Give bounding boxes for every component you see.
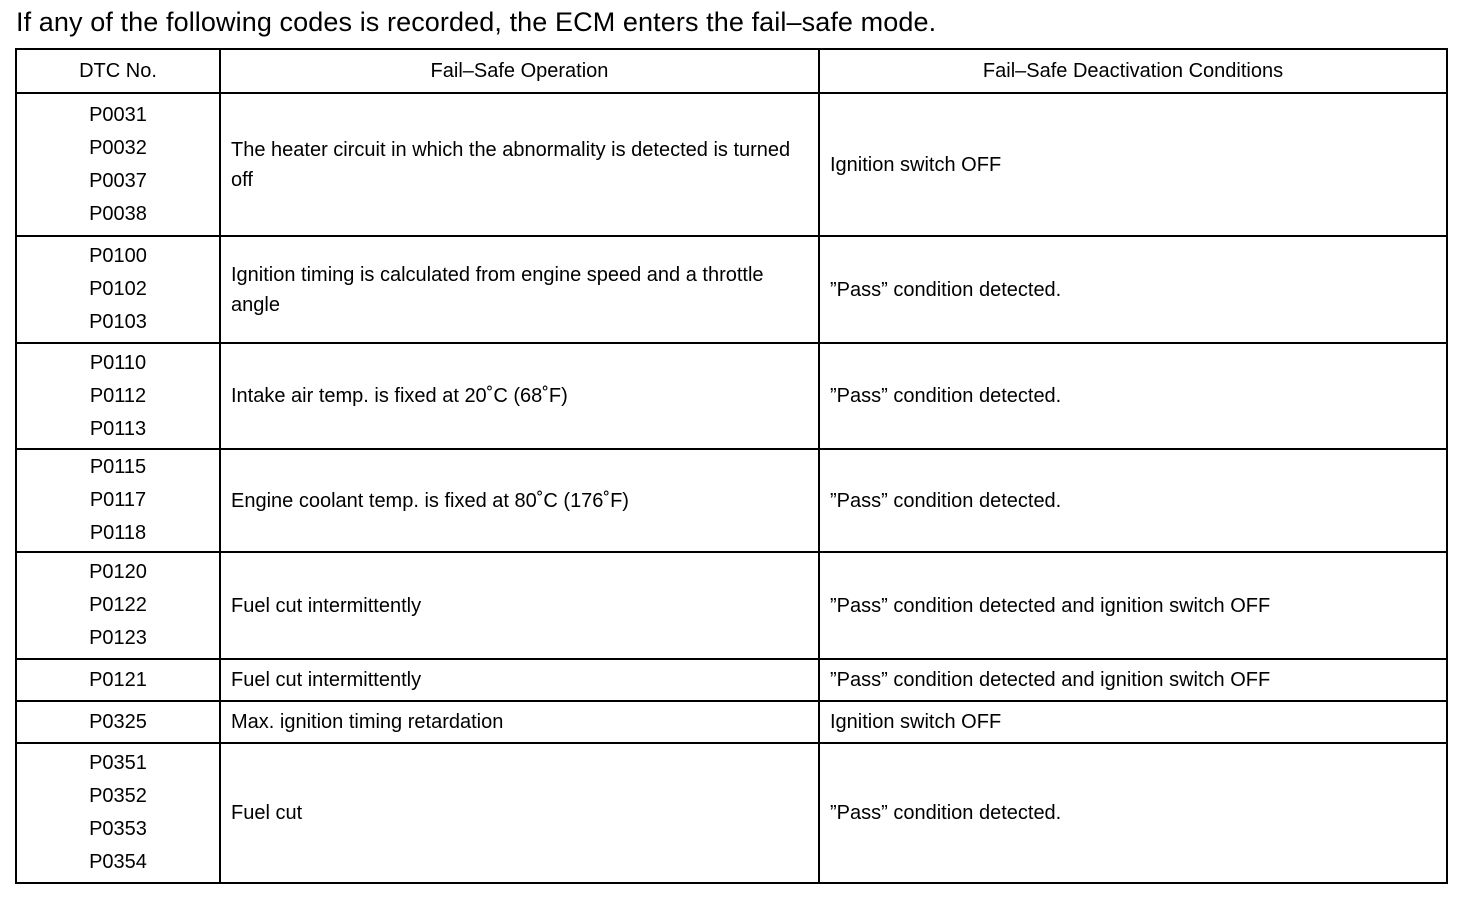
dtc-code: P0100 xyxy=(89,245,147,267)
dtc-codes-cell xyxy=(16,343,220,449)
header-dtc-no: DTC No. xyxy=(16,49,220,93)
dtc-codes-cell xyxy=(16,449,220,552)
dtc-codes-cell xyxy=(16,701,220,743)
dtc-code: P0353 xyxy=(89,818,147,840)
dtc-code: P0038 xyxy=(89,202,147,225)
dtc-code: P0110 xyxy=(89,351,147,374)
dtc-codes-cell xyxy=(16,93,220,236)
table-row xyxy=(16,236,1447,343)
dtc-code: P0102 xyxy=(89,278,147,300)
dtc-codes-cell xyxy=(16,236,220,343)
deactivation-condition-cell: ”Pass” condition detected and ignition switch OFF xyxy=(819,552,1447,659)
deactivation-condition-cell: Ignition switch OFF xyxy=(819,93,1447,236)
table-row xyxy=(16,552,1447,659)
dtc-codes-cell xyxy=(16,743,220,883)
dtc-code: P0120 xyxy=(89,561,147,583)
dtc-codes-cell xyxy=(16,659,220,701)
dtc-code: P0123 xyxy=(89,627,147,649)
fail-safe-operation-cell: Fuel cut xyxy=(220,743,819,883)
fail-safe-operation-cell: The heater circuit in which the abnormality is detected is turned off xyxy=(220,93,819,236)
table-row xyxy=(16,343,1447,449)
deactivation-condition-cell: ”Pass” condition detected and ignition switch OFF xyxy=(819,659,1447,701)
dtc-code: P0351 xyxy=(89,752,147,774)
deactivation-condition-cell: ”Pass” condition detected. xyxy=(819,743,1447,883)
dtc-code: P0118 xyxy=(89,522,147,544)
dtc-code: P0354 xyxy=(89,851,147,873)
table-row xyxy=(16,659,1447,701)
header-fail-safe-operation: Fail–Safe Operation xyxy=(220,49,819,93)
table-row xyxy=(16,701,1447,743)
fail-safe-table xyxy=(15,48,1448,884)
table-row xyxy=(16,743,1447,883)
fail-safe-operation-cell: Intake air temp. is fixed at 20˚C (68˚F) xyxy=(220,343,819,449)
dtc-code: P0122 xyxy=(89,594,147,616)
dtc-code: P0325 xyxy=(89,710,147,733)
fail-safe-operation-cell: Ignition timing is calculated from engine speed and a throttle angle xyxy=(220,236,819,343)
deactivation-condition-cell: ”Pass” condition detected. xyxy=(819,236,1447,343)
dtc-code: P0037 xyxy=(89,169,147,192)
dtc-code: P0031 xyxy=(89,103,147,126)
dtc-code: P0115 xyxy=(89,456,147,478)
dtc-code: P0112 xyxy=(89,384,147,407)
header-row xyxy=(16,49,1447,93)
dtc-code: P0032 xyxy=(89,136,147,159)
deactivation-condition-cell: ”Pass” condition detected. xyxy=(819,449,1447,552)
dtc-code: P0117 xyxy=(89,489,147,511)
dtc-code: P0103 xyxy=(89,311,147,333)
table-row xyxy=(16,93,1447,236)
table-row xyxy=(16,449,1447,552)
dtc-code: P0352 xyxy=(89,785,147,807)
header-deactivation-conditions: Fail–Safe Deactivation Conditions xyxy=(819,49,1447,93)
dtc-code: P0113 xyxy=(89,417,147,440)
intro-text: If any of the following codes is recorded, the ECM enters the fail–safe mode. xyxy=(16,7,937,37)
deactivation-condition-cell: ”Pass” condition detected. xyxy=(819,343,1447,449)
dtc-code: P0121 xyxy=(89,668,147,691)
fail-safe-operation-cell: Max. ignition timing retardation xyxy=(220,701,819,743)
deactivation-condition-cell: Ignition switch OFF xyxy=(819,701,1447,743)
dtc-codes-cell xyxy=(16,552,220,659)
fail-safe-operation-cell: Fuel cut intermittently xyxy=(220,552,819,659)
fail-safe-operation-cell: Fuel cut intermittently xyxy=(220,659,819,701)
fail-safe-operation-cell: Engine coolant temp. is fixed at 80˚C (176˚F) xyxy=(220,449,819,552)
